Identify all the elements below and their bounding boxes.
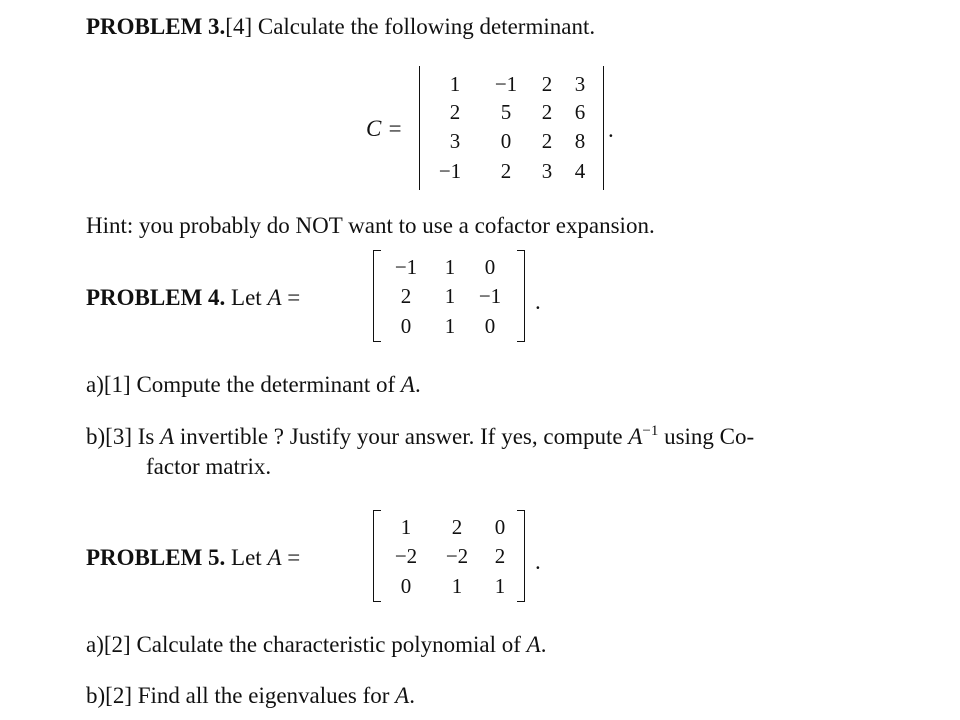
- det-cell: 5: [500, 100, 512, 124]
- problem3-points: [4]: [225, 14, 253, 39]
- det-cell: 4: [574, 159, 586, 183]
- det-cell: 3: [541, 159, 553, 183]
- matrix-cell: 1: [400, 515, 412, 539]
- matrix-cell: 1: [444, 314, 456, 338]
- right-bracket: [517, 250, 525, 342]
- matrix-a-problem4: [373, 250, 525, 342]
- problem3-heading: [86, 15, 595, 38]
- matrix-cell: 2: [400, 284, 412, 308]
- matrix-cell: 1: [451, 574, 463, 598]
- det-cell: 0: [500, 129, 512, 153]
- matrix-c-label: C =: [366, 116, 403, 141]
- matrix-cell: −1: [478, 284, 502, 308]
- det-cell: 1: [449, 72, 461, 96]
- matrix-cell: 0: [494, 515, 506, 539]
- problem3-hint: Hint: you probably do NOT want to use a cofactor expansion.: [86, 213, 655, 238]
- problem5-part-a: a)[2] Calculate the characteristic polynomial of A.: [86, 632, 547, 657]
- matrix-cell: 0: [484, 255, 496, 279]
- det-cell: 3: [449, 129, 461, 153]
- problem5-heading: PROBLEM 5. Let A =: [86, 545, 301, 570]
- determinant-c: [419, 66, 604, 190]
- part-label: b)[2]: [86, 683, 132, 708]
- problem4-part-a: a)[1] Compute the determinant of A.: [86, 372, 421, 397]
- det-cell: 2: [541, 129, 553, 153]
- matrix-cell: 1: [494, 574, 506, 598]
- left-bracket: [373, 250, 381, 342]
- matrix-cell: −2: [394, 544, 418, 568]
- part-label: a)[2]: [86, 632, 131, 657]
- problem5-title: PROBLEM 5.: [86, 545, 226, 570]
- matrix-trailing-period: .: [535, 549, 541, 574]
- problem4-heading: PROBLEM 4. Let A =: [86, 285, 301, 310]
- matrix-cell: −2: [445, 544, 469, 568]
- matrix-a-problem5: [373, 510, 525, 602]
- det-cell: 2: [541, 100, 553, 124]
- problem4-part-b: b)[3] Is A invertible ? Justify your answer. If yes, compute $A^{-1}$ using Co-: [86, 423, 755, 449]
- left-bracket: [373, 510, 381, 602]
- det-cell: −1: [438, 159, 462, 183]
- det-cell: 2: [500, 159, 512, 183]
- det-cell: 2: [449, 100, 461, 124]
- right-bracket: [517, 510, 525, 602]
- matrix-cell: 0: [400, 314, 412, 338]
- inverse-superscript: −1: [642, 423, 659, 439]
- part-label: b)[3]: [86, 424, 132, 449]
- matrix-cell: 0: [484, 314, 496, 338]
- matrix-cell: 1: [444, 255, 456, 279]
- problem4-title: PROBLEM 4.: [86, 285, 226, 310]
- det-cell: 2: [541, 72, 553, 96]
- det-cell: 3: [574, 72, 586, 96]
- problem5-part-b: b)[2] Find all the eigenvalues for A.: [86, 683, 415, 708]
- problem3-title: PROBLEM 3.: [86, 14, 226, 39]
- det-cell: 6: [574, 100, 586, 124]
- matrix-cell: 0: [400, 574, 412, 598]
- part-label: a)[1]: [86, 372, 131, 397]
- matrix-trailing-period: .: [535, 289, 541, 314]
- matrix-cell: 2: [451, 515, 463, 539]
- matrix-cell: −1: [394, 255, 418, 279]
- det-cell: −1: [494, 72, 518, 96]
- problem4-part-b-continued: factor matrix.: [146, 454, 272, 479]
- matrix-cell: 2: [494, 544, 506, 568]
- det-cell: 8: [574, 129, 586, 153]
- problem3-text: Calculate the following determinant.: [257, 14, 596, 39]
- det-trailing-period: .: [608, 117, 614, 142]
- matrix-cell: 1: [444, 284, 456, 308]
